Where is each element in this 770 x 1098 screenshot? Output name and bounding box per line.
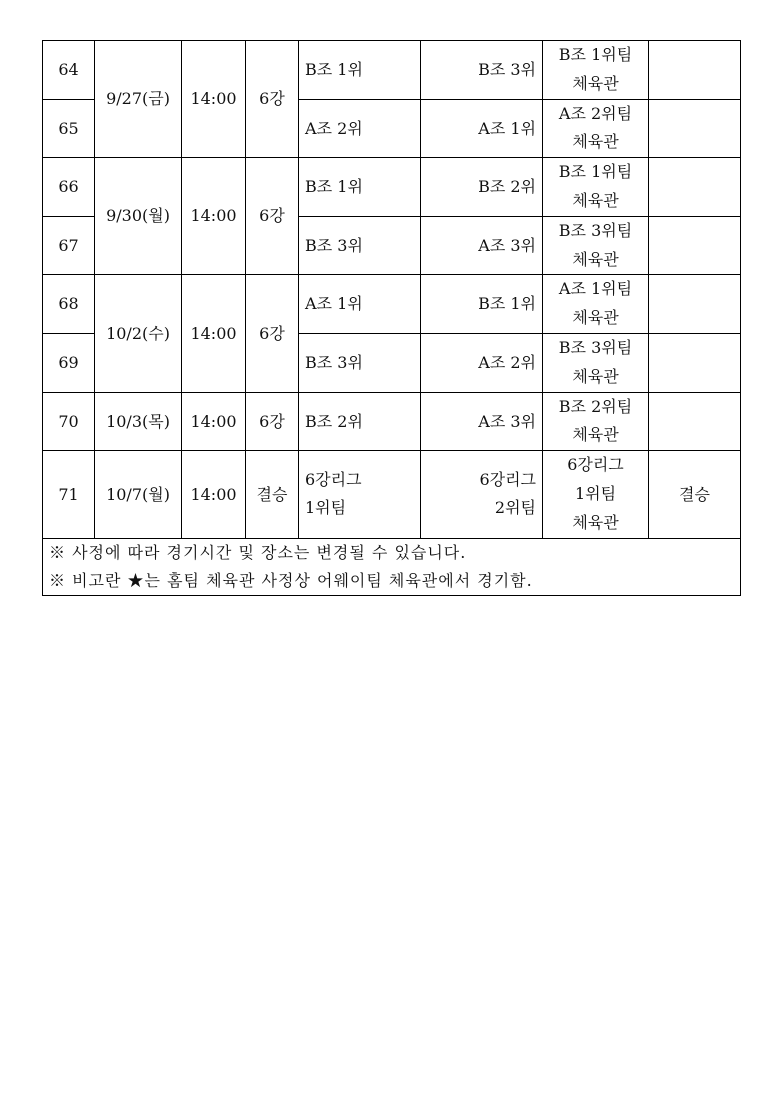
match-round: 6강 [246,275,299,392]
match-number: 70 [43,392,95,451]
venue [543,451,649,538]
remark: 결승 [649,451,741,538]
away-team: A조 1위 [421,99,543,158]
match-number: 65 [43,99,95,158]
home-team: B조 1위 [299,41,421,100]
match-round: 6강 [246,392,299,451]
home-team: B조 2위 [299,392,421,451]
venue-line: B조 2위팀 [558,396,633,416]
match-date: 10/3(목) [95,392,182,451]
away-team-line: 6강리그 [479,469,536,489]
venue-line: 1위팀 [574,483,617,503]
match-number: 64 [43,41,95,100]
note-line: ※ 사정에 따라 경기시간 및 장소는 변경될 수 있습니다. [49,542,467,562]
match-time: 14:00 [182,41,246,158]
venue-line: B조 1위팀 [558,45,633,64]
match-date: 10/7(월) [95,451,182,538]
match-date: 9/30(월) [95,158,182,275]
match-time: 14:00 [182,158,246,275]
match-schedule-table [42,40,741,596]
venue-line: 체육관 [572,249,619,269]
venue-line: 체육관 [572,190,619,210]
venue-line: 체육관 [572,425,619,445]
venue-line: 체육관 [572,73,619,93]
venue [543,275,649,334]
table-row [43,275,741,334]
venue-line: B조 1위팀 [558,162,633,182]
notes [43,538,741,595]
away-team: B조 2위 [421,158,543,217]
remark [649,99,741,158]
match-time: 14:00 [182,275,246,392]
note-line: ※ 비고란 ★는 홈팀 체육관 사정상 어웨이팀 체육관에서 경기함. [49,570,533,590]
home-team: A조 1위 [299,275,421,334]
venue [543,392,649,451]
venue [543,333,649,392]
match-number: 69 [43,333,95,392]
venue-line: 체육관 [572,132,619,152]
away-team: B조 1위 [421,275,543,334]
match-number: 66 [43,158,95,217]
match-round: 6강 [246,41,299,158]
away-team: A조 3위 [421,216,543,275]
remark [649,392,741,451]
venue [543,99,649,158]
match-number: 68 [43,275,95,334]
match-time: 14:00 [182,392,246,451]
match-date: 9/27(금) [95,41,182,158]
venue-line: 6강리그 [567,455,624,475]
venue-line: 체육관 [572,308,619,328]
venue-line: B조 3위팀 [558,337,633,357]
venue-line: 체육관 [572,366,619,386]
remark [649,158,741,217]
away-team: A조 3위 [421,392,543,451]
venue [543,216,649,275]
match-round: 결승 [246,451,299,538]
match-number: 67 [43,216,95,275]
home-team [299,451,421,538]
remark [649,216,741,275]
venue-line: A조 2위팀 [558,103,633,123]
away-team: A조 2위 [421,333,543,392]
remark [649,41,741,100]
home-team: B조 3위 [299,333,421,392]
table-row [43,41,741,100]
venue-line: 체육관 [572,512,619,532]
table-row [43,451,741,538]
match-time: 14:00 [182,451,246,538]
home-team: A조 2위 [299,99,421,158]
venue [543,158,649,217]
away-team [421,451,543,538]
venue-line: B조 3위팀 [558,220,633,240]
match-date: 10/2(수) [95,275,182,392]
notes-row [43,538,741,595]
match-round: 6강 [246,158,299,275]
away-team: B조 3위 [421,41,543,100]
venue [543,41,649,100]
table-row [43,158,741,217]
home-team: B조 1위 [299,158,421,217]
remark [649,333,741,392]
home-team-line: 1위팀 [305,498,347,518]
table-row [43,392,741,451]
match-number: 71 [43,451,95,538]
away-team-line: 2위팀 [494,498,536,518]
home-team: B조 3위 [299,216,421,275]
venue-line: A조 1위팀 [558,279,633,299]
home-team-line: 6강리그 [305,469,362,489]
remark [649,275,741,334]
